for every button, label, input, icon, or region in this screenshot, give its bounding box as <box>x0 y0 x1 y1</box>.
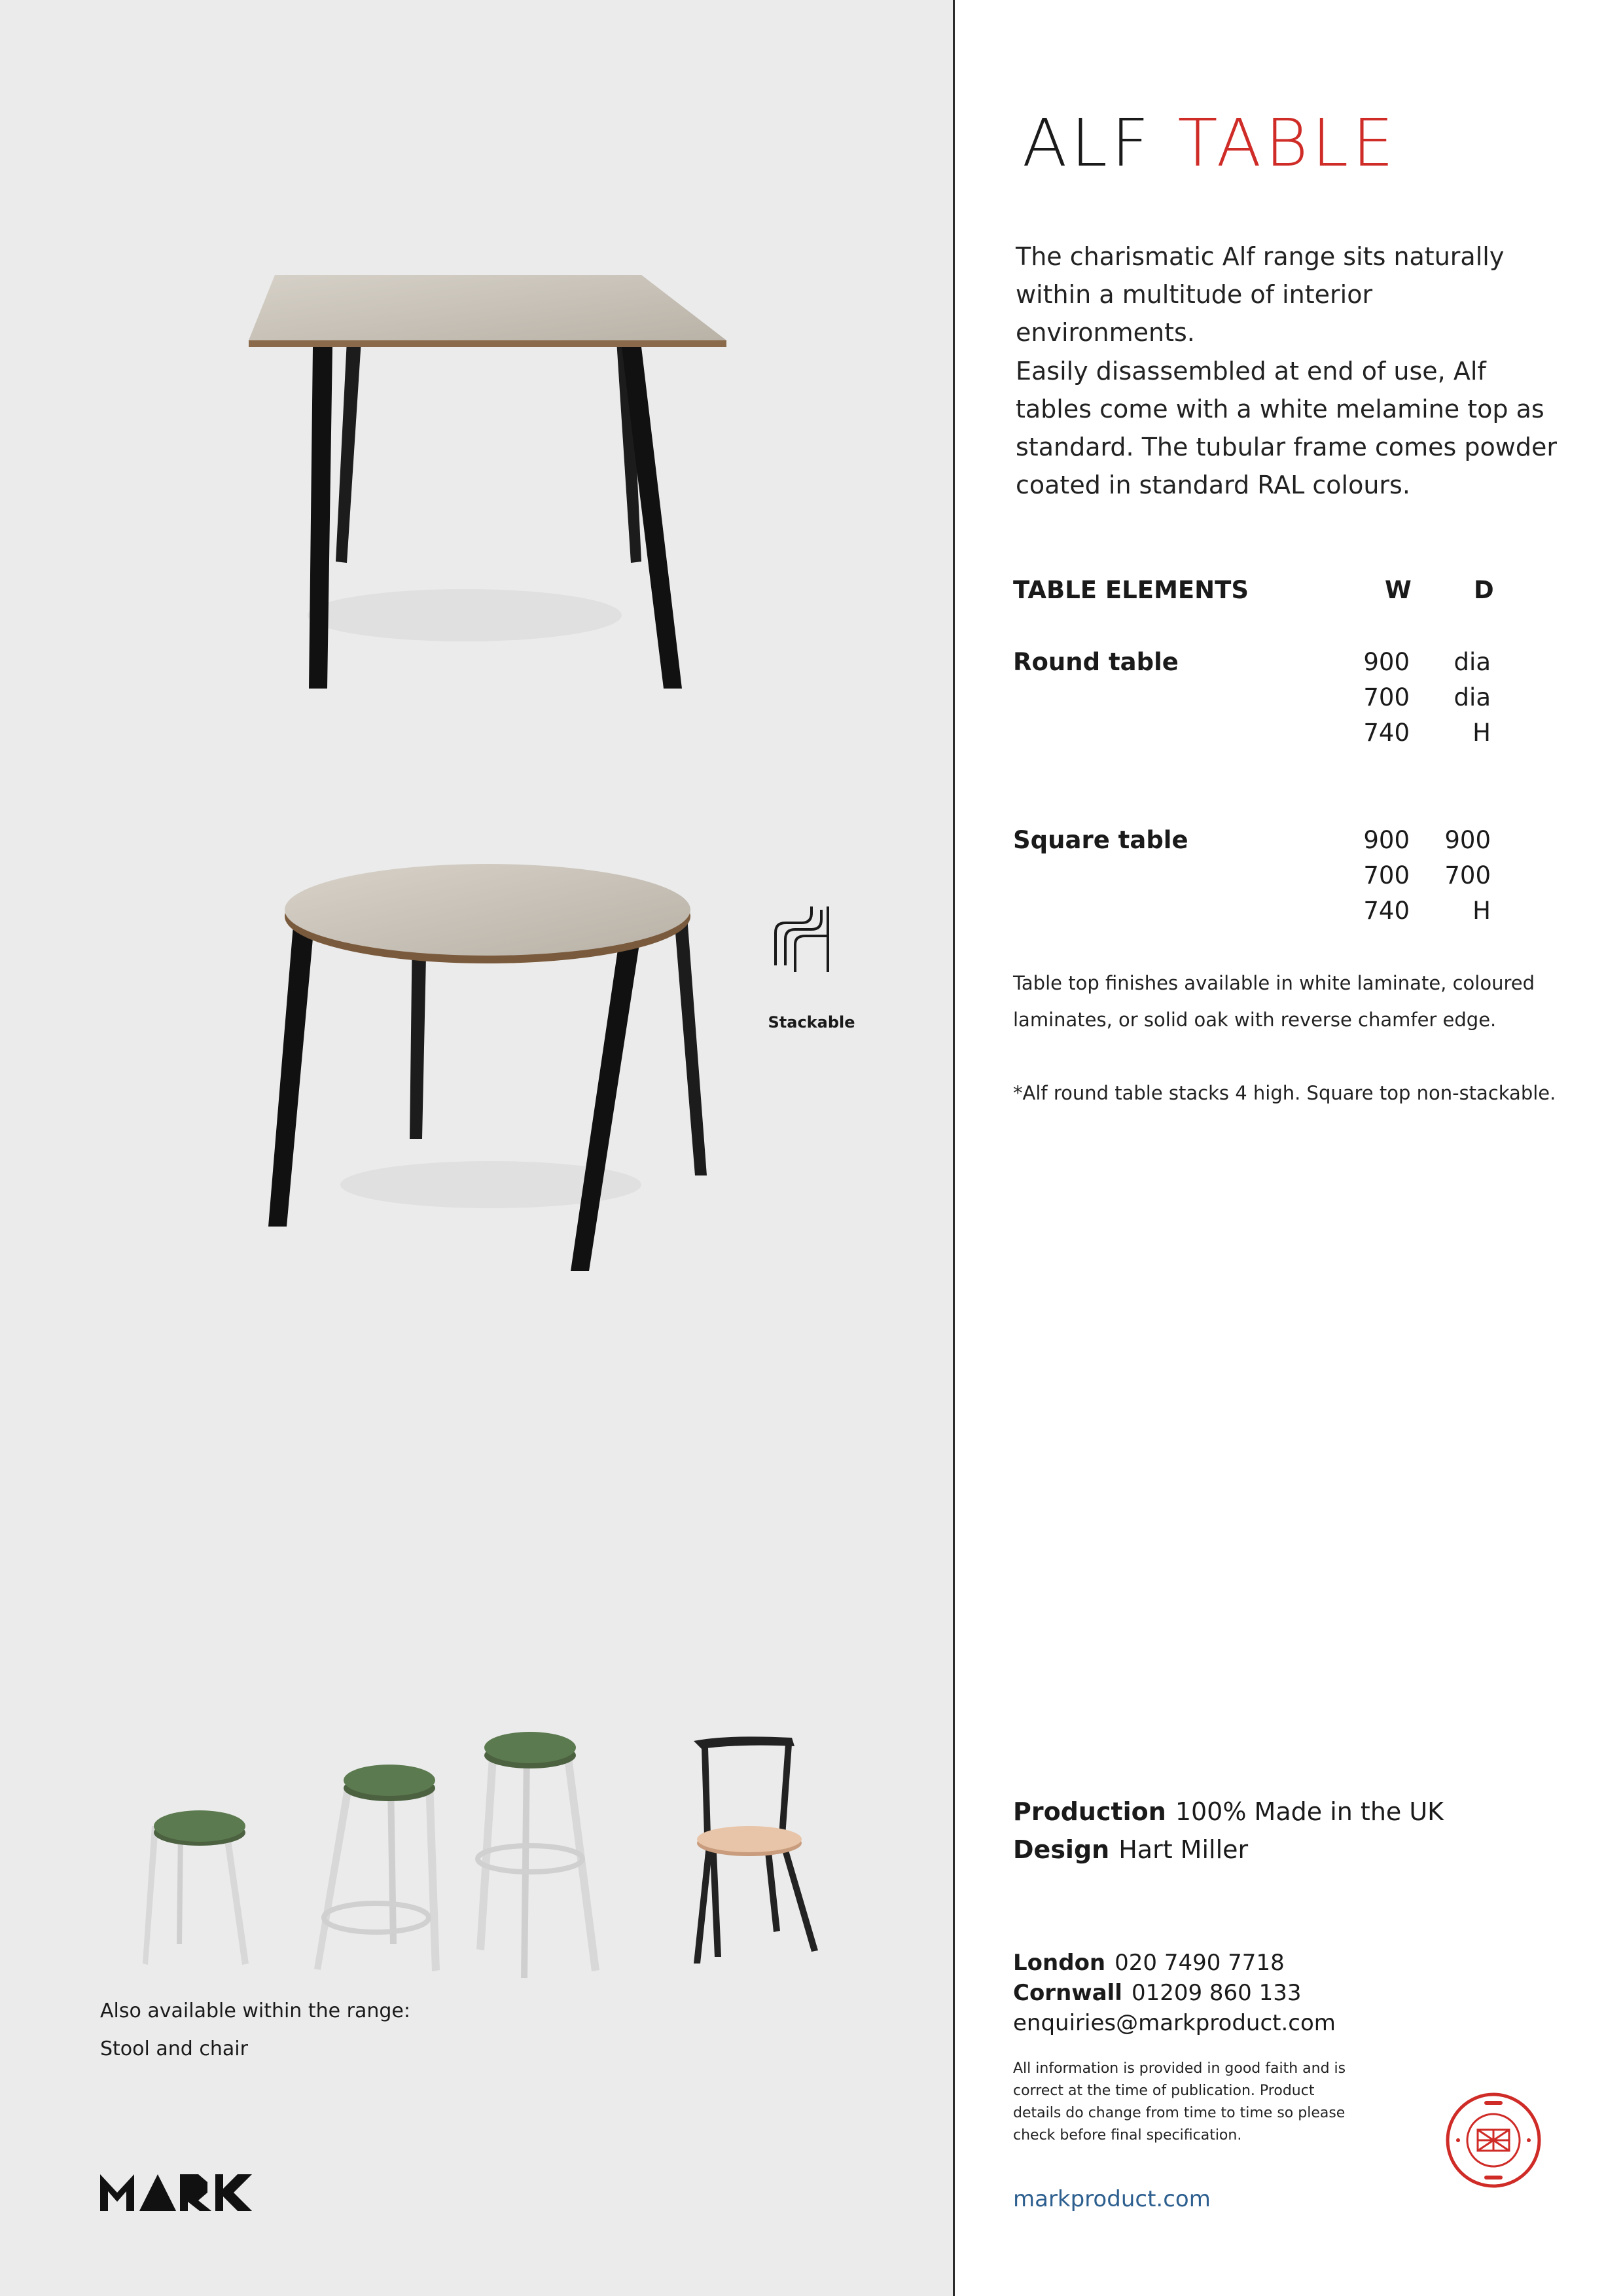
stack-note: *Alf round table stacks 4 high. Square top non-stackable. <box>1013 1082 1556 1104</box>
design-label: Design <box>1013 1835 1110 1864</box>
square-d-3: H <box>1472 897 1491 925</box>
title-part1: ALF <box>1022 105 1153 181</box>
london-label: London <box>1013 1950 1106 1976</box>
email-link[interactable]: enquiries@markproduct.com <box>1013 2010 1336 2036</box>
round-d-3: H <box>1472 719 1491 747</box>
round-w-2: 700 <box>1363 683 1410 711</box>
round-w-3: 740 <box>1363 719 1410 747</box>
cornwall-phone[interactable]: 01209 860 133 <box>1131 1980 1302 2006</box>
tall-stool <box>476 1732 599 1978</box>
square-d-2: 700 <box>1444 861 1491 889</box>
table-elements-heading: TABLE ELEMENTS <box>1013 576 1249 604</box>
square-w-1: 900 <box>1363 826 1410 854</box>
disclaimer: All information is provided in good faith and is correct at the time of publication. Product details do change from time to time so please check before final specification. <box>1013 2060 1346 2144</box>
also-available-line2: Stool and chair <box>100 2037 248 2060</box>
production-line <box>1013 1792 1444 1831</box>
mid-stool <box>314 1765 440 1971</box>
round-table-label: Round table <box>1013 648 1179 676</box>
title-part2: TABLE <box>1177 105 1398 181</box>
stackable-label: Stackable <box>768 1013 855 1031</box>
column-d-header: D <box>1474 576 1494 604</box>
intro-paragraph-1: The charismatic Alf range sits naturally within a multitude of interior environments. <box>1016 242 1505 347</box>
square-table-image <box>216 249 753 720</box>
production-label: Production <box>1013 1797 1166 1826</box>
also-available-line1: Also available within the range: <box>100 2000 410 2022</box>
website-link[interactable]: markproduct.com <box>1013 2186 1211 2212</box>
page-title <box>1022 105 1398 181</box>
finishes-note: Table top finishes available in white laminate, coloured laminates, or solid oak with reverse chamfer edge. <box>1013 972 1535 1031</box>
design-value: Hart Miller <box>1118 1835 1249 1864</box>
production-value: 100% Made in the UK <box>1175 1797 1444 1826</box>
round-d-2: dia <box>1454 683 1491 711</box>
chair <box>694 1736 818 1964</box>
square-d-1: 900 <box>1444 826 1491 854</box>
also-available <box>100 1992 410 2068</box>
london-phone[interactable]: 020 7490 7718 <box>1115 1950 1285 1976</box>
london-contact <box>1013 1948 1285 1978</box>
low-stool <box>143 1810 249 1965</box>
round-d-1: dia <box>1454 648 1491 676</box>
round-table-image <box>255 844 726 1289</box>
square-table-label: Square table <box>1013 826 1188 854</box>
square-w-3: 740 <box>1363 897 1410 925</box>
mark-logo <box>100 2174 255 2211</box>
intro-paragraph-2: Easily disassembled at end of use, Alf tables come with a white melamine top as standard. The tubular frame comes powder coated in standard RAL colours. <box>1016 357 1557 499</box>
design-line <box>1013 1830 1248 1869</box>
column-w-header: W <box>1385 576 1412 604</box>
stackable-icon <box>772 900 838 978</box>
cornwall-label: Cornwall <box>1013 1980 1122 2006</box>
square-w-2: 700 <box>1363 861 1410 889</box>
cornwall-contact <box>1013 1978 1302 2008</box>
divider <box>953 0 955 2296</box>
stools-and-chair-image <box>137 1721 838 1996</box>
made-in-uk-stamp <box>1445 2092 1542 2189</box>
round-w-1: 900 <box>1363 648 1410 676</box>
